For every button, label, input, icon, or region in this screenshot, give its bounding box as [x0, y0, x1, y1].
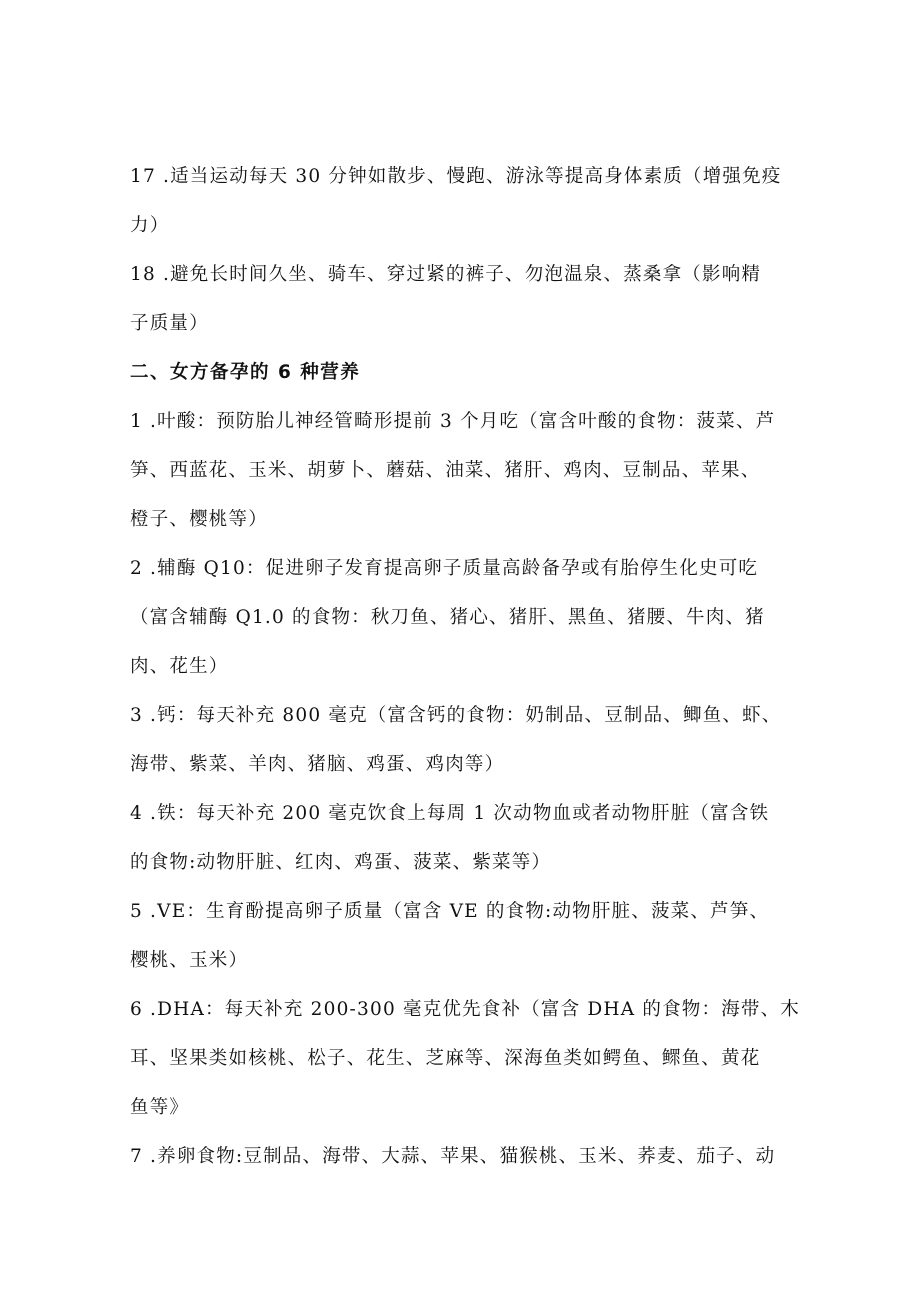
text-line: 橙子、樱桃等）	[130, 509, 268, 530]
text-line: 樱桃、玉米）	[130, 950, 249, 971]
text-line: （富含辅酶 Q1.0 的食物：秋刀鱼、猪心、猪肝、黑鱼、猪腰、牛肉、猪	[130, 607, 765, 628]
text-line: 2 .辅酶 Q10：促进卵子发育提高卵子质量高龄备孕或有胎停生化史可吃	[130, 558, 759, 579]
text-line: 3 .钙：每天补充 800 毫克（富含钙的食物：奶制品、豆制品、鲫鱼、虾、	[130, 705, 782, 726]
text-line: 7 .养卵食物:豆制品、海带、大蒜、苹果、猫猴桃、玉米、荞麦、茄子、动	[130, 1146, 776, 1167]
text-line: 的食物:动物肝脏、红肉、鸡蛋、菠菜、紫菜等）	[130, 852, 552, 873]
text-line: 子质量）	[130, 313, 209, 334]
text-line: 18 .避免长时间久坐、骑车、穿过紧的裤子、勿泡温泉、蒸桑拿（影响精	[130, 264, 762, 285]
text-line: 17 .适当运动每天 30 分钟如散步、慢跑、游泳等提高身体素质（增强免疫	[130, 166, 782, 187]
text-line: 耳、坚果类如核桃、松子、花生、芝麻等、深海鱼类如鳄鱼、鳏鱼、黄花	[130, 1048, 761, 1069]
text-line: 1 .叶酸：预防胎儿神经管畸形提前 3 个月吃（富含叶酸的食物：菠菜、芦	[130, 411, 776, 432]
section-heading: 二、女方备孕的 6 种营养	[130, 362, 361, 383]
text-line: 5 .VE：生育酚提高卵子质量（富含 VE 的食物:动物肝脏、菠菜、芦笋、	[130, 901, 770, 922]
text-line: 力）	[130, 215, 170, 236]
text-line: 6 .DHA：每天补充 200-300 毫克优先食补（富含 DHA 的食物：海带、木	[130, 999, 800, 1020]
text-line: 鱼等》	[130, 1097, 190, 1118]
text-line: 4 .铁：每天补充 200 毫克饮食上每周 1 次动物血或者动物肝脏（富含铁	[130, 803, 770, 824]
text-line: 海带、紫菜、羊肉、猪脑、鸡蛋、鸡肉等）	[130, 754, 505, 775]
text-line: 肉、花生）	[130, 656, 229, 677]
text-line: 笋、西蓝花、玉米、胡萝卜、蘑菇、油菜、猪肝、鸡肉、豆制品、苹果、	[130, 460, 761, 481]
